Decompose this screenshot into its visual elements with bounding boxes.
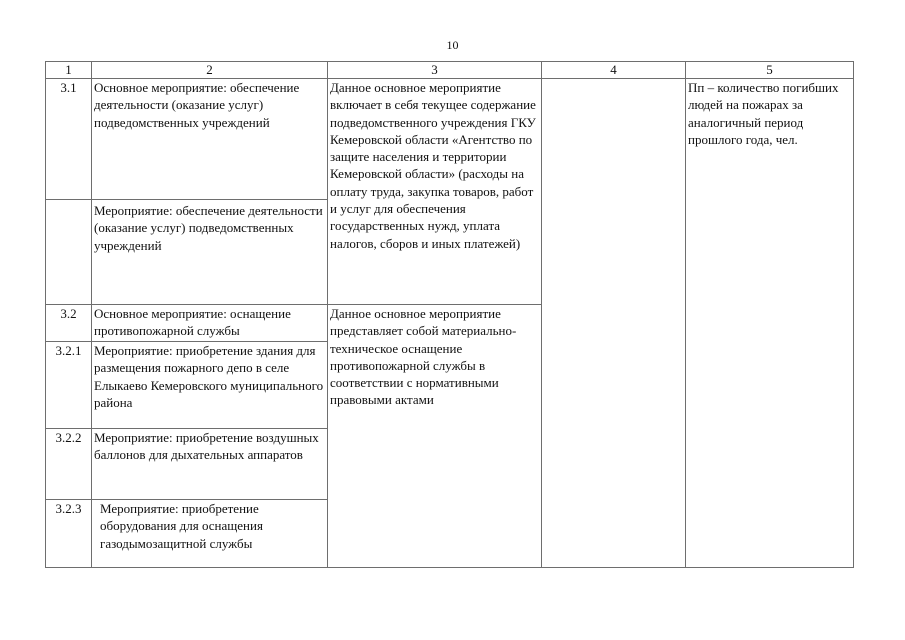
activity-name: Мероприятие: приобретение здания для размещения пожарного депо в селе Елыкаево Кемеровского муниципального района bbox=[92, 342, 328, 429]
column-header-5: 5 bbox=[686, 62, 854, 79]
program-activities-table bbox=[45, 61, 854, 568]
row-number: 3.2.2 bbox=[46, 429, 92, 500]
activity-name: Мероприятие: приобретение воздушных баллонов для дыхательных аппаратов bbox=[92, 429, 328, 500]
row-number: 3.1 bbox=[46, 79, 92, 200]
column-header-2: 2 bbox=[92, 62, 328, 79]
activity-description: Данное основное мероприятие представляет собой материально-техническое оснащение противопожарной службы в соответствии с нормативными правовыми актами bbox=[328, 305, 542, 568]
row-number bbox=[46, 200, 92, 305]
column-header-1: 1 bbox=[46, 62, 92, 79]
row-number: 3.2.3 bbox=[46, 500, 92, 568]
table-row bbox=[46, 79, 854, 200]
column-header-4: 4 bbox=[542, 62, 686, 79]
page-number: 10 bbox=[446, 38, 459, 52]
activity-name: Основное мероприятие: обеспечение деятельности (оказание услуг) подведомственных учреждений bbox=[92, 79, 328, 200]
table-header-row bbox=[46, 62, 854, 79]
row-number: 3.2 bbox=[46, 305, 92, 342]
column-4-cell bbox=[542, 79, 686, 568]
activity-name: Основное мероприятие: оснащение противопожарной службы bbox=[92, 305, 328, 342]
activity-description: Данное основное мероприятие включает в себя текущее содержание подведомственного учреждения ГКУ Кемеровской области «Агентство по защите населения и территории Кемеровской области» (расходы на оплату труда, закупка товаров, работ и услуг для обеспечения государственных нужд, уплата налогов, сборов и иных платежей) bbox=[328, 79, 542, 305]
activity-name: Мероприятие: обеспечение деятельности (оказание услуг) подведомственных учреждений bbox=[92, 200, 328, 305]
row-number: 3.2.1 bbox=[46, 342, 92, 429]
indicator-description: Пп – количество погибших людей на пожарах за аналогичный период прошлого года, чел. bbox=[686, 79, 854, 568]
column-header-3: 3 bbox=[328, 62, 542, 79]
activity-name: Мероприятие: приобретение оборудования для оснащения газодымозащитной службы bbox=[92, 500, 328, 568]
